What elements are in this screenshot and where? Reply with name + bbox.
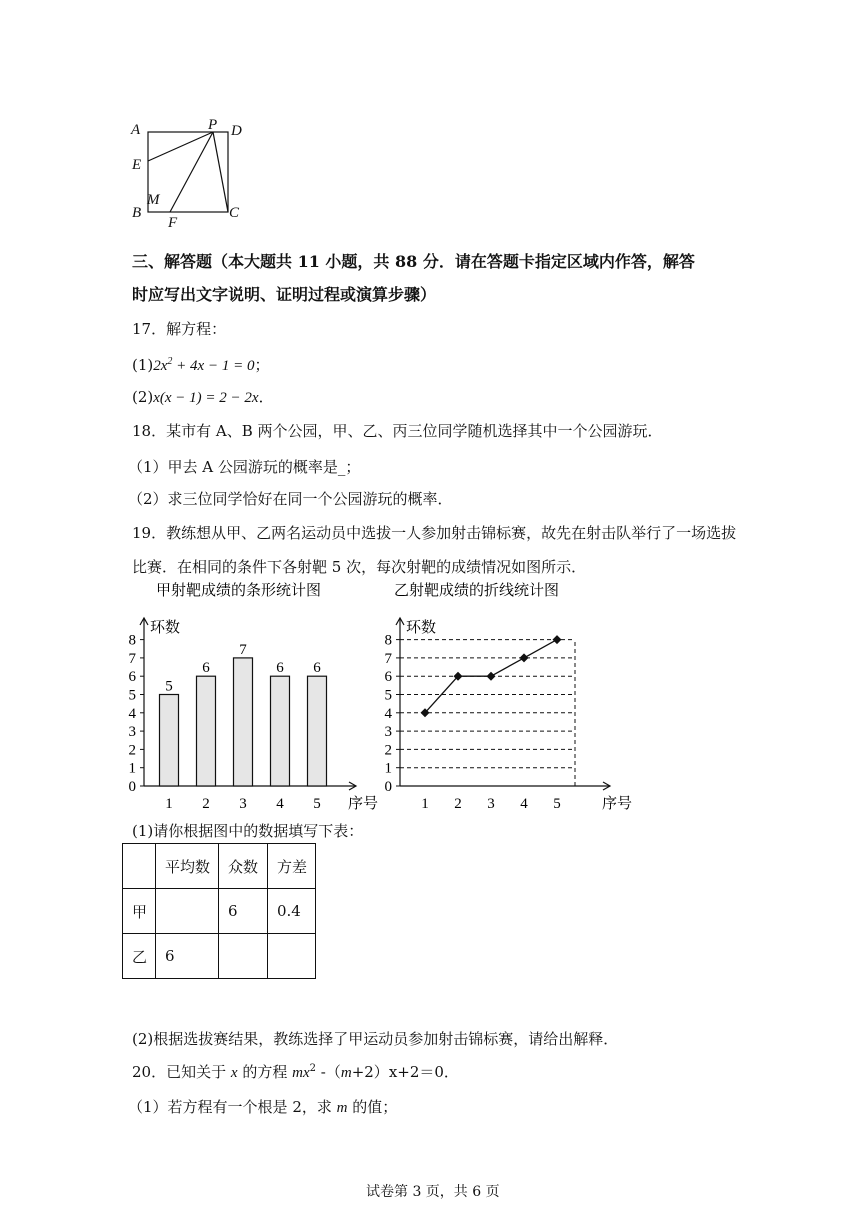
label-f: F — [168, 215, 178, 231]
segment-ep — [148, 132, 213, 161]
table-row — [123, 934, 316, 979]
table-cell: 6 — [219, 889, 268, 934]
table-header-row — [123, 844, 316, 889]
table-header-cell — [123, 844, 156, 889]
q20-stem — [132, 1061, 459, 1082]
q20-stem-mid: 的方程 — [242, 1063, 288, 1081]
label-e: E — [132, 157, 142, 173]
table-cell — [156, 889, 219, 934]
data-label: 5 — [165, 678, 173, 695]
q19-line2: 比赛．在相同的条件下各射靶 5 次，每次射靶的成绩情况如图所示． — [132, 558, 587, 576]
data-label: 7 — [239, 641, 247, 658]
q19-line1: 19．教练想从甲、乙两名运动员中选拔一人参加射击锦标赛，故先在射击队举行了一场选拔 — [132, 524, 737, 542]
x-tick-label: 1 — [165, 796, 173, 812]
q20-equation: $mx^2$ -（m+2） — [292, 1063, 389, 1081]
q20-part1 — [128, 1096, 397, 1117]
y-tick-label: 6 — [384, 669, 392, 686]
label-p: P — [208, 117, 218, 133]
q17-part1-tail: ； — [254, 356, 270, 374]
data-point — [553, 635, 562, 644]
x-tick-label: 2 — [454, 796, 462, 812]
page-footer: 试卷第 3 页，共 6 页 — [366, 1184, 500, 1200]
table-cell — [268, 934, 316, 979]
y-tick-label: 5 — [384, 687, 392, 704]
q19-part2: (2)根据选拔赛结果，教练选择了甲运动员参加射击锦标赛，请给出解释． — [132, 1030, 619, 1048]
y-tick-label: 5 — [128, 687, 136, 704]
square-abcd — [148, 132, 228, 212]
table-row — [123, 889, 316, 934]
table-cell — [219, 934, 268, 979]
y-tick-label: 7 — [128, 650, 136, 667]
chart-title: 甲射靶成绩的条形统计图 — [156, 581, 322, 599]
yi-line-chart — [376, 578, 636, 813]
section-heading-line2: 时应写出文字说明、证明过程或演算步骤） — [132, 285, 437, 304]
data-label: 6 — [276, 660, 284, 677]
x-tick-label: 5 — [313, 796, 321, 812]
table-header-cell: 平均数 — [156, 844, 219, 889]
x-tick-label: 3 — [239, 796, 247, 812]
x-tick-label: 3 — [487, 796, 495, 812]
y-axis-label: 环数 — [406, 618, 437, 636]
x-tick-label: 4 — [520, 796, 528, 812]
q20-var-x: x — [230, 1065, 238, 1081]
jia-bar-chart — [120, 578, 379, 813]
q18-part2: （2）求三位同学恰好在同一个公园游玩的概率． — [128, 490, 453, 508]
q17-part2 — [132, 386, 274, 407]
q17-part2-label: (2) — [132, 388, 154, 406]
bar — [160, 695, 179, 787]
x-tick-label: 4 — [276, 796, 284, 812]
section-heading-line1: 三、解答题（本大题共 11 小题，共 88 分．请在答题卡指定区域内作答，解答 — [132, 252, 695, 271]
x-axis-label: 序号 — [602, 794, 633, 812]
y-tick-label: 2 — [384, 742, 392, 759]
label-c: C — [229, 205, 240, 221]
q17-part1-label: (1) — [132, 356, 154, 374]
q18-part1: （1）甲去 A 公园游玩的概率是_； — [128, 458, 361, 476]
x-tick-label: 1 — [421, 796, 429, 812]
bar — [308, 676, 327, 786]
geometry-figure — [126, 114, 256, 232]
data-label: 6 — [202, 660, 210, 677]
q18-stem: 18．某市有 A、B 两个公园，甲、乙、丙三位同学随机选择其中一个公园游玩． — [132, 422, 663, 440]
y-tick-label: 4 — [384, 705, 392, 722]
table-cell: 甲 — [123, 889, 156, 934]
label-m: M — [147, 192, 160, 208]
x-tick-label: 5 — [553, 796, 561, 812]
y-tick-label: 0 — [384, 779, 392, 795]
x-axis-label: 序号 — [348, 794, 379, 812]
y-axis-label: 环数 — [150, 618, 181, 636]
y-tick-label: 4 — [128, 705, 136, 722]
bar — [197, 676, 216, 786]
label-b: B — [132, 205, 142, 221]
y-tick-label: 3 — [384, 724, 392, 741]
q20-part1-prefix: （1）若方程有一个根是 2，求 — [128, 1098, 332, 1116]
q20-part1-tail: 的值； — [352, 1098, 398, 1116]
y-tick-label: 6 — [128, 669, 136, 686]
score-table — [122, 843, 316, 979]
segment-pf — [170, 132, 213, 212]
table-header-cell: 方差 — [268, 844, 316, 889]
q20-stem-prefix: 20．已知关于 — [132, 1063, 227, 1081]
table-header-cell: 众数 — [219, 844, 268, 889]
segment-pc — [213, 132, 228, 212]
q17-part1 — [132, 354, 269, 375]
table-cell: 乙 — [123, 934, 156, 979]
table-cell: 6 — [156, 934, 219, 979]
bar — [271, 676, 290, 786]
y-tick-label: 2 — [128, 742, 136, 759]
bar — [234, 658, 253, 786]
q17-equation2: x(x − 1) = 2 − 2x — [153, 390, 259, 406]
data-label: 6 — [313, 660, 321, 677]
y-tick-label: 8 — [384, 632, 392, 649]
y-tick-label: 7 — [384, 650, 392, 667]
chart-title: 乙射靶成绩的折线统计图 — [394, 581, 560, 599]
y-tick-label: 0 — [128, 779, 136, 795]
table-cell: 0.4 — [268, 889, 316, 934]
y-tick-label: 1 — [384, 760, 392, 777]
y-tick-label: 8 — [128, 632, 136, 649]
q17-stem: 17．解方程： — [132, 320, 227, 338]
q17-part2-tail: ． — [258, 388, 274, 406]
y-tick-label: 3 — [128, 724, 136, 741]
label-d: D — [231, 123, 242, 139]
q20-var-m: m — [336, 1100, 348, 1116]
x-tick-label: 2 — [202, 796, 210, 812]
data-point — [487, 672, 496, 681]
q17-equation1: $2x^2 + 4x - 1 = 0$ — [153, 356, 255, 374]
label-a: A — [131, 122, 141, 138]
q20-stem-tail: x+2＝0． — [388, 1063, 459, 1081]
data-point — [520, 653, 529, 662]
y-tick-label: 1 — [128, 760, 136, 777]
q19-part1: (1)请你根据图中的数据填写下表： — [132, 822, 364, 840]
